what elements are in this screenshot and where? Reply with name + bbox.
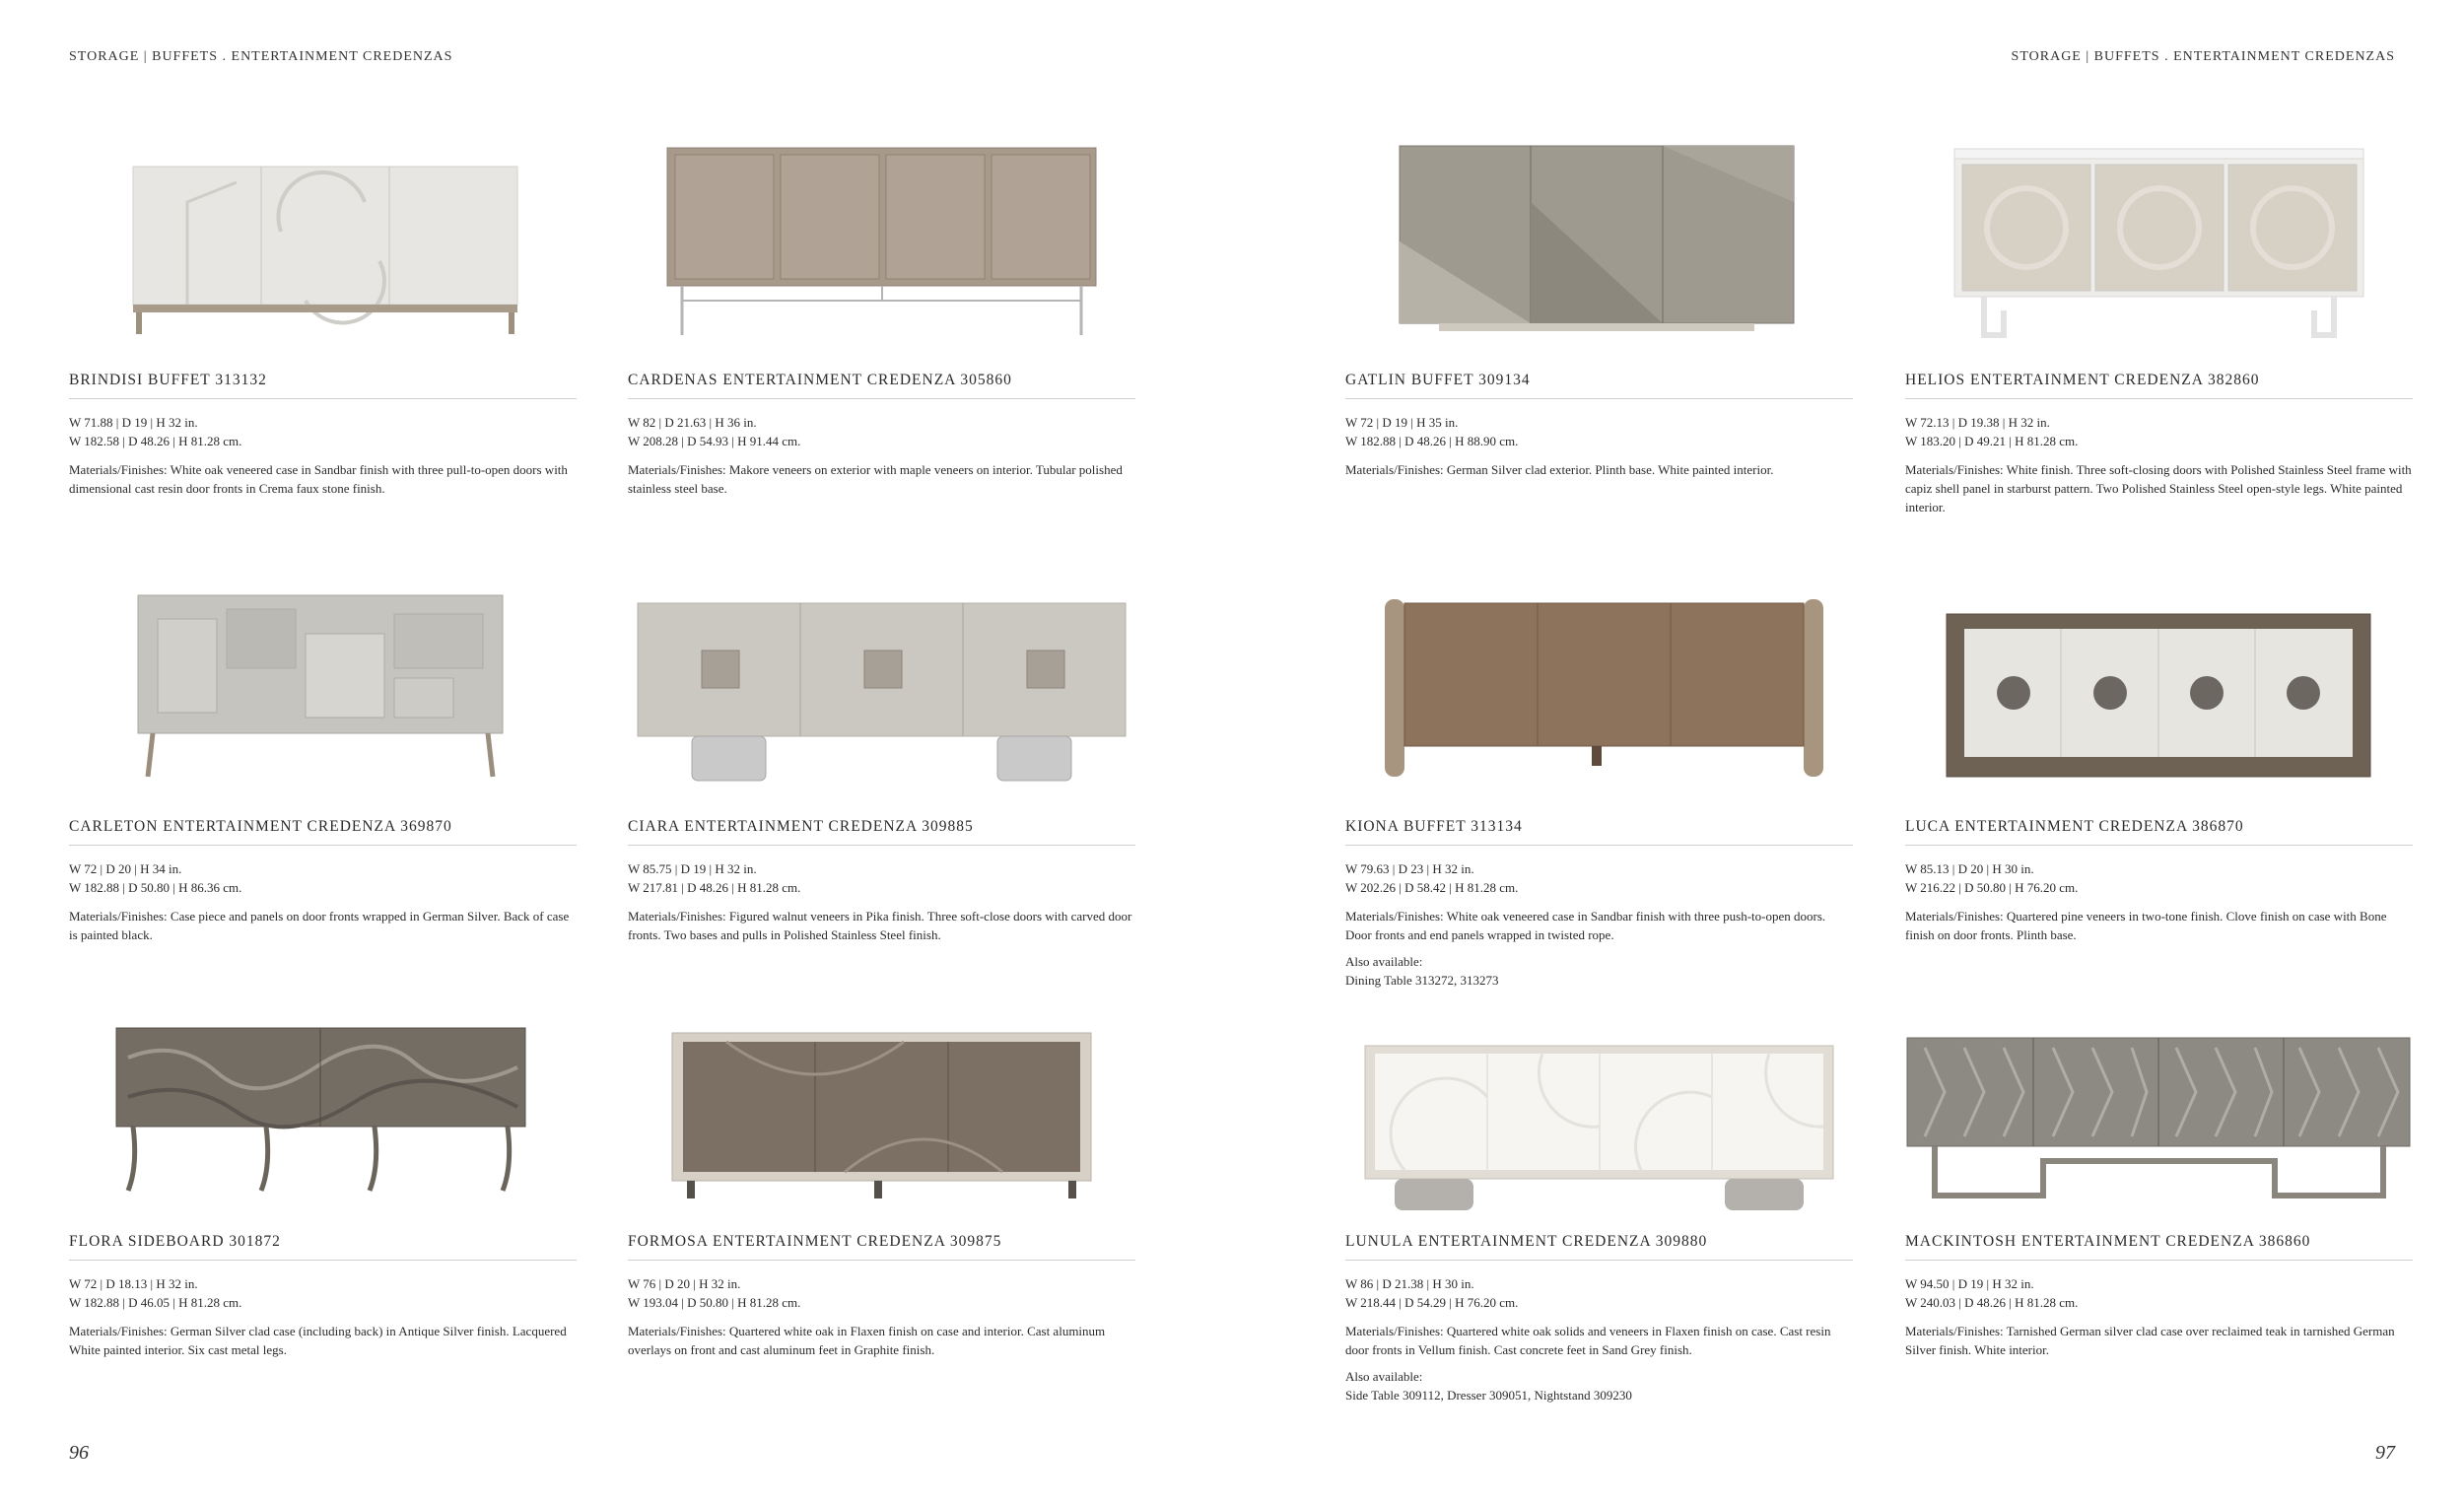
also-available-items: Dining Table 313272, 313273 xyxy=(1345,973,1499,988)
product-title: CIARA ENTERTAINMENT CREDENZA 309885 xyxy=(628,818,1135,846)
product-image[interactable] xyxy=(69,589,577,836)
product-info xyxy=(1345,818,1853,990)
product-info xyxy=(1345,372,1853,479)
product-title: LUCA ENTERTAINMENT CREDENZA 386870 xyxy=(1905,818,2413,846)
dimensions-cm: W 183.20 | D 49.21 | H 81.28 cm. xyxy=(1905,434,2079,448)
also-available-items: Side Table 309112, Dresser 309051, Nightstand 309230 xyxy=(1345,1388,1632,1403)
product-title: CARDENAS ENTERTAINMENT CREDENZA 305860 xyxy=(628,372,1135,399)
dimensions-cm: W 202.26 | D 58.42 | H 81.28 cm. xyxy=(1345,880,1519,895)
dimensions-cm: W 182.88 | D 46.05 | H 81.28 cm. xyxy=(69,1295,242,1310)
dimensions-in: W 71.88 | D 19 | H 32 in. xyxy=(69,415,198,430)
materials-text: Materials/Finishes: Quartered white oak solids and veneers in Flaxen finish on case. Cast resin door fronts in Vellum finish. Cast concrete feet in Sand Grey finish. xyxy=(1345,1324,1831,1357)
dimensions-in: W 85.13 | D 20 | H 30 in. xyxy=(1905,861,2034,876)
dimensions-in: W 72.13 | D 19.38 | H 32 in. xyxy=(1905,415,2050,430)
dimensions-in: W 85.75 | D 19 | H 32 in. xyxy=(628,861,757,876)
product-image[interactable] xyxy=(628,143,1135,389)
page-header-left: STORAGE | BUFFETS . ENTERTAINMENT CREDENZAS xyxy=(69,49,453,64)
dimensions-cm: W 218.44 | D 54.29 | H 76.20 cm. xyxy=(1345,1295,1519,1310)
product-info xyxy=(628,372,1135,498)
product-info xyxy=(628,818,1135,944)
product-image[interactable] xyxy=(1345,1018,1853,1265)
also-available-label: Also available: xyxy=(1345,1369,1423,1384)
dimensions-cm: W 216.22 | D 50.80 | H 76.20 cm. xyxy=(1905,880,2079,895)
product-title: BRINDISI BUFFET 313132 xyxy=(69,372,577,399)
product-image[interactable] xyxy=(1905,1018,2413,1265)
page-number-right: 97 xyxy=(2375,1442,2395,1464)
product-info xyxy=(69,818,577,944)
product-title: CARLETON ENTERTAINMENT CREDENZA 369870 xyxy=(69,818,577,846)
product-info xyxy=(1905,818,2413,944)
materials-text: Materials/Finishes: Quartered white oak in Flaxen finish on case and interior. Cast aluminum overlays on front and cast aluminum feet in Graphite finish. xyxy=(628,1324,1106,1357)
dimensions-in: W 72 | D 18.13 | H 32 in. xyxy=(69,1276,198,1291)
dimensions-cm: W 208.28 | D 54.93 | H 91.44 cm. xyxy=(628,434,801,448)
product-info xyxy=(69,372,577,498)
materials-text: Materials/Finishes: White oak veneered case in Sandbar finish with three pull-to-open doors with dimensional cast resin door fronts in Crema faux stone finish. xyxy=(69,462,568,496)
product-image[interactable] xyxy=(628,589,1135,836)
product-info xyxy=(1905,372,2413,516)
materials-text: Materials/Finishes: White finish. Three soft-closing doors with Polished Stainless Steel frame with capiz shell panel in starburst pattern. Two Polished Stainless Steel open-style legs. White painted interior. xyxy=(1905,462,2412,514)
dimensions-cm: W 182.88 | D 48.26 | H 88.90 cm. xyxy=(1345,434,1519,448)
dimensions-in: W 94.50 | D 19 | H 32 in. xyxy=(1905,1276,2034,1291)
materials-text: Materials/Finishes: Makore veneers on exterior with maple veneers on interior. Tubular polished stainless steel base. xyxy=(628,462,1123,496)
dimensions-cm: W 193.04 | D 50.80 | H 81.28 cm. xyxy=(628,1295,801,1310)
dimensions-cm: W 182.88 | D 50.80 | H 86.36 cm. xyxy=(69,880,242,895)
product-info xyxy=(1345,1233,1853,1404)
dimensions-in: W 76 | D 20 | H 32 in. xyxy=(628,1276,741,1291)
product-info xyxy=(69,1233,577,1359)
product-image[interactable] xyxy=(69,143,577,389)
product-title: HELIOS ENTERTAINMENT CREDENZA 382860 xyxy=(1905,372,2413,399)
materials-text: Materials/Finishes: Quartered pine veneers in two-tone finish. Clove finish on case with Bone finish on door fronts. Plinth base. xyxy=(1905,909,2387,942)
product-info xyxy=(628,1233,1135,1359)
page-header-right: STORAGE | BUFFETS . ENTERTAINMENT CREDENZAS xyxy=(2011,49,2395,64)
dimensions-in: W 72 | D 20 | H 34 in. xyxy=(69,861,182,876)
materials-text: Materials/Finishes: German Silver clad exterior. Plinth base. White painted interior. xyxy=(1345,462,1774,477)
materials-text: Materials/Finishes: Tarnished German silver clad case over reclaimed teak in tarnished German Silver finish. White interior. xyxy=(1905,1324,2395,1357)
product-image[interactable] xyxy=(628,1018,1135,1265)
product-title: FLORA SIDEBOARD 301872 xyxy=(69,1233,577,1261)
dimensions-cm: W 217.81 | D 48.26 | H 81.28 cm. xyxy=(628,880,801,895)
dimensions-cm: W 182.58 | D 48.26 | H 81.28 cm. xyxy=(69,434,242,448)
product-title: GATLIN BUFFET 309134 xyxy=(1345,372,1853,399)
materials-text: Materials/Finishes: Case piece and panels on door fronts wrapped in German Silver. Back of case is painted black. xyxy=(69,909,570,942)
product-title: LUNULA ENTERTAINMENT CREDENZA 309880 xyxy=(1345,1233,1853,1261)
dimensions-cm: W 240.03 | D 48.26 | H 81.28 cm. xyxy=(1905,1295,2079,1310)
dimensions-in: W 72 | D 19 | H 35 in. xyxy=(1345,415,1459,430)
product-image[interactable] xyxy=(1905,589,2413,836)
product-image[interactable] xyxy=(1905,143,2413,389)
product-title: KIONA BUFFET 313134 xyxy=(1345,818,1853,846)
materials-text: Materials/Finishes: Figured walnut veneers in Pika finish. Three soft-close doors with carved door fronts. Two bases and pulls in Polished Stainless Steel finish. xyxy=(628,909,1132,942)
also-available-label: Also available: xyxy=(1345,954,1423,969)
product-title: MACKINTOSH ENTERTAINMENT CREDENZA 386860 xyxy=(1905,1233,2413,1261)
product-image[interactable] xyxy=(1345,589,1853,836)
product-image[interactable] xyxy=(69,1018,577,1265)
product-title: FORMOSA ENTERTAINMENT CREDENZA 309875 xyxy=(628,1233,1135,1261)
dimensions-in: W 86 | D 21.38 | H 30 in. xyxy=(1345,1276,1474,1291)
dimensions-in: W 79.63 | D 23 | H 32 in. xyxy=(1345,861,1474,876)
materials-text: Materials/Finishes: German Silver clad case (including back) in Antique Silver finish. Lacquered White painted interior. Six cast metal legs. xyxy=(69,1324,567,1357)
page-number-left: 96 xyxy=(69,1442,89,1464)
materials-text: Materials/Finishes: White oak veneered case in Sandbar finish with three push-to-open doors. Door fronts and end panels wrapped in twisted rope. xyxy=(1345,909,1826,942)
dimensions-in: W 82 | D 21.63 | H 36 in. xyxy=(628,415,757,430)
product-image[interactable] xyxy=(1345,143,1853,389)
product-info xyxy=(1905,1233,2413,1359)
